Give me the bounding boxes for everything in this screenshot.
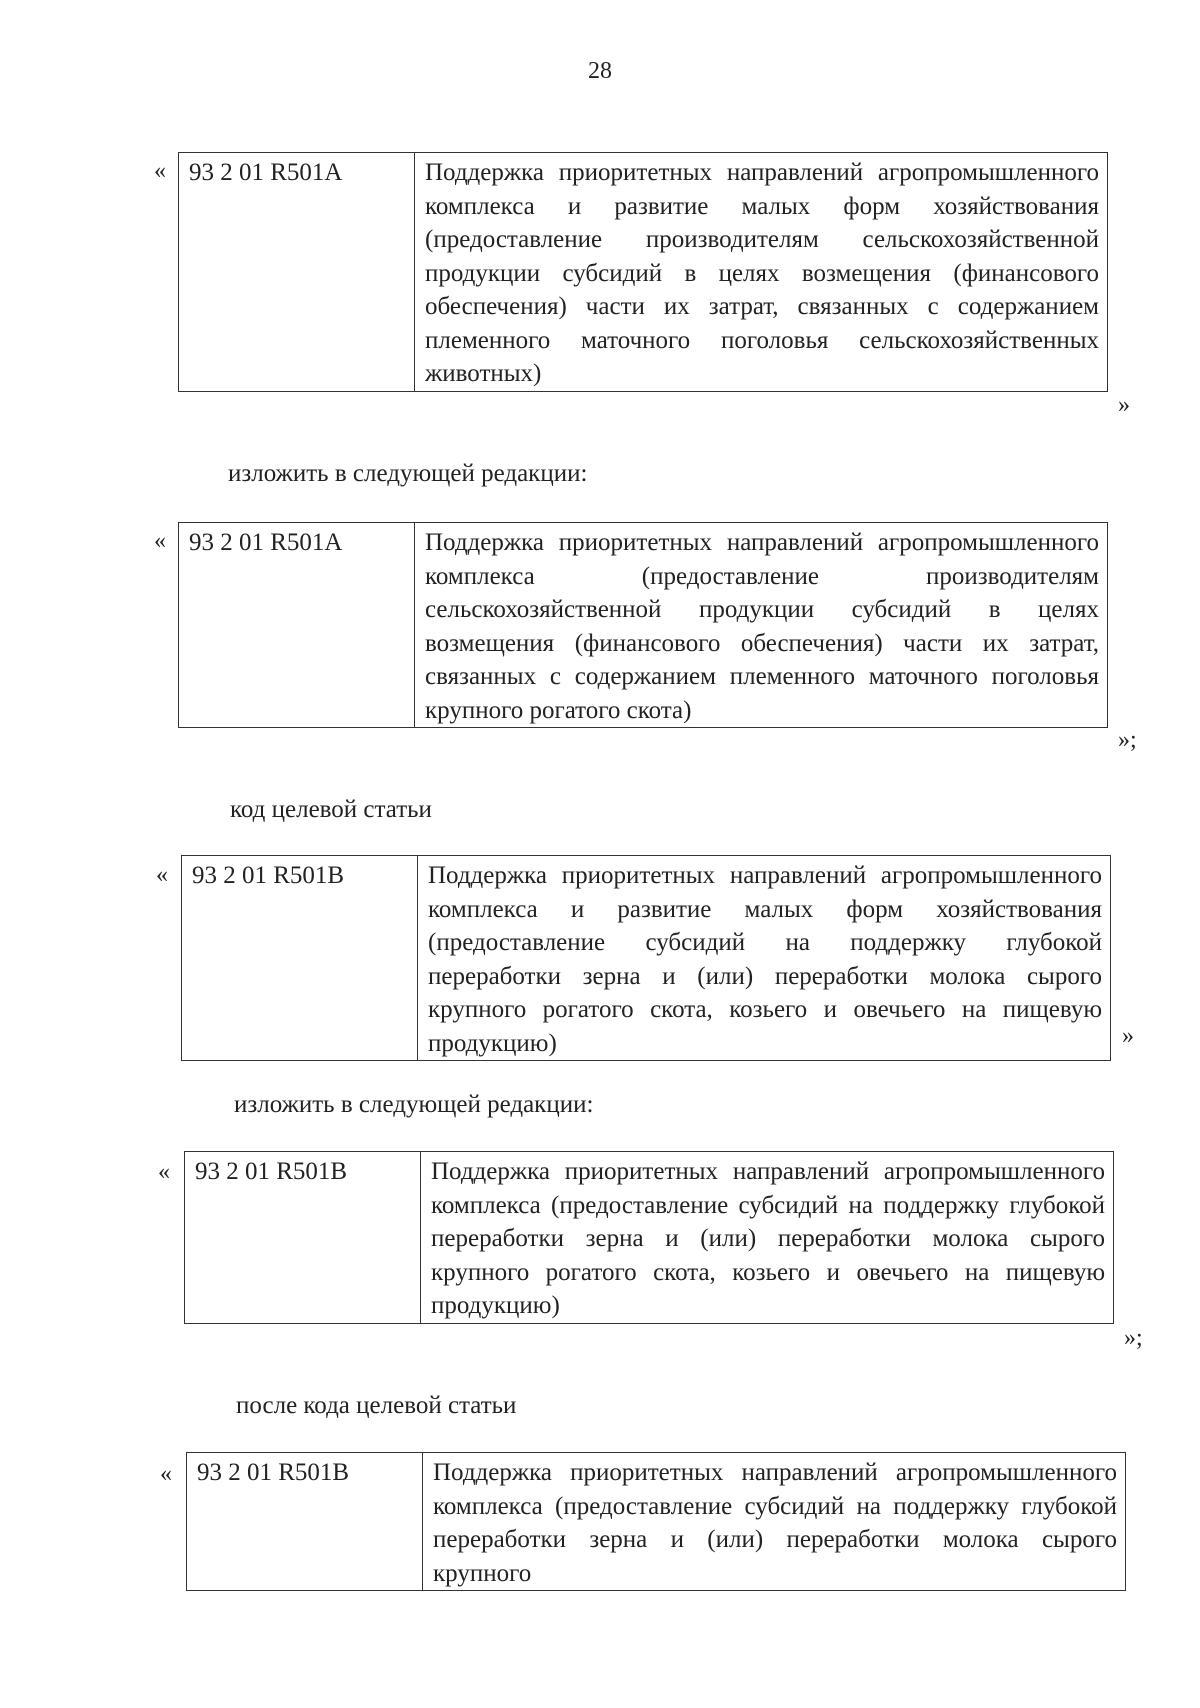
target-code: 93 2 01 R501B — [182, 856, 418, 1061]
page-number: 28 — [588, 58, 612, 84]
open-quote: « — [154, 528, 166, 554]
code-table-5 — [186, 1452, 1126, 1591]
target-description: Поддержка приоритетных направлений агропромышленного комплекса (предоставление субсидий на поддержку глубокой переработки зерна и (или) переработки молока сырого крупного — [423, 1453, 1126, 1591]
code-table-3 — [181, 855, 1111, 1061]
table-row — [185, 1152, 1114, 1324]
close-quote: »; — [1124, 1325, 1143, 1351]
table-row — [187, 1453, 1126, 1591]
open-quote: « — [156, 862, 168, 888]
target-description: Поддержка приоритетных направлений агропромышленного комплекса и развитие малых форм хозяйствования (предоставление субсидий на поддержку глубокой переработки зерна и (или) переработки молока сырого крупного рогатого скота, козьего и овечьего на пищевую продукцию) — [418, 856, 1111, 1061]
target-description: Поддержка приоритетных направлений агропромышленного комплекса (предоставление субсидий на поддержку глубокой переработки зерна и (или) переработки молока сырого крупного рогатого скота, козьего и овечьего на пищевую продукцию) — [421, 1152, 1114, 1324]
instruction-text: код целевой статьи — [230, 796, 432, 823]
target-code: 93 2 01 R501A — [179, 523, 415, 728]
code-table-1 — [178, 152, 1108, 392]
target-description: Поддержка приоритетных направлений агропромышленного комплекса и развитие малых форм хозяйствования (предоставление производителям сельскохозяйственной продукции субсидий в целях возмещения (финансового обеспечения) части их затрат, связанных с содержанием племенного маточного поголовья сельскохозяйственных животных) — [415, 153, 1108, 392]
open-quote: « — [158, 1159, 170, 1185]
instruction-text: изложить в следующей редакции: — [228, 460, 588, 487]
instruction-text: изложить в следующей редакции: — [234, 1091, 594, 1118]
target-code: 93 2 01 R501B — [185, 1152, 421, 1324]
target-code: 93 2 01 R501A — [179, 153, 415, 392]
code-table-2 — [178, 522, 1108, 728]
close-quote: » — [1118, 392, 1130, 418]
table-row — [179, 153, 1108, 392]
table-row — [179, 523, 1108, 728]
target-code: 93 2 01 R501B — [187, 1453, 423, 1591]
close-quote: » — [1122, 1023, 1134, 1049]
code-table-4 — [184, 1151, 1114, 1324]
open-quote: « — [154, 158, 166, 184]
target-description: Поддержка приоритетных направлений агропромышленного комплекса (предоставление производителям сельскохозяйственной продукции субсидий в целях возмещения (финансового обеспечения) части их затрат, связанных с содержанием племенного маточного поголовья крупного рогатого скота) — [415, 523, 1108, 728]
close-quote: »; — [1118, 727, 1137, 753]
table-row — [182, 856, 1111, 1061]
instruction-text: после кода целевой статьи — [236, 1392, 517, 1419]
open-quote: « — [160, 1461, 172, 1487]
